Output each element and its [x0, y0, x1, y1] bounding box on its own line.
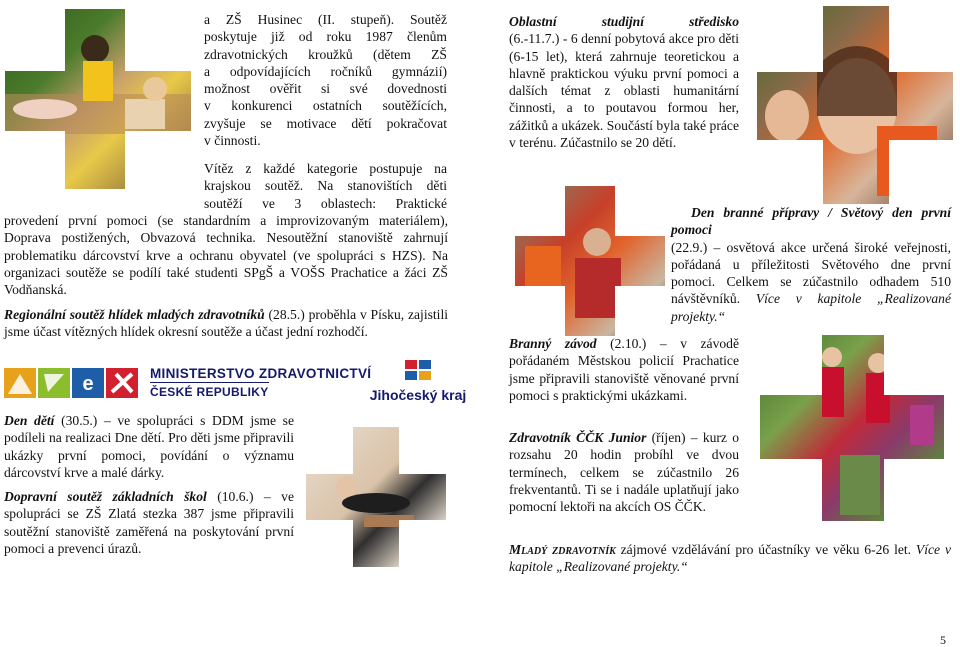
winner-line: Vítěz z každé kategorie postupuje na	[204, 161, 447, 176]
regional-center-paragraph	[509, 13, 739, 151]
defense-day-title: Den branné přípravy / Světový den první pomoci	[671, 205, 951, 238]
regional-competition-title: Regionální soutěž hlídek mladých zdravotníků	[4, 307, 265, 322]
photo-cross-rescue-demo	[515, 186, 665, 336]
traffic-competition-text: (10.6.) – ve spolupráci se ZŠ Zlatá stezka 387 jsme připravili soutěžní stanoviště zaměřená na poskytování první pomoci a prevenci úrazů.	[4, 489, 294, 556]
intro-line: možnost ověřit si své dovednosti	[204, 81, 447, 97]
ministry-logo-line2: ČESKÉ REPUBLIKY	[150, 382, 269, 400]
intro-paragraph	[204, 11, 447, 149]
defense-day-paragraph	[671, 204, 951, 325]
winner-paragraph-top	[204, 160, 447, 212]
junior-medic-text: (říjen) – kurz o rozsahu 20 hodin probíhl ve dvou termínech, celkem se zúčastnilo 26 frekventantů. Ti se i nadále uplatňují jako pomocní lektoři na akcích OS ČČK.	[509, 430, 739, 515]
intro-line: zdravotnických kroužků (dětem ZŠ	[204, 46, 447, 62]
defense-day-more-link: Více v kapitole „Realizované projekty.“	[671, 291, 951, 324]
region-logo-text: Jihočeský kraj	[369, 387, 467, 403]
children-day-title: Den dětí	[4, 413, 55, 428]
children-day-paragraph	[4, 412, 294, 481]
photo-cross-girls-outdoors	[757, 6, 953, 204]
photo-cross-cpr-demo	[306, 427, 446, 567]
military-race-title: Branný závod	[509, 336, 597, 351]
regional-competition-paragraph	[4, 306, 448, 341]
young-medic-text: zájmové vzdělávání pro účastníky ve věku 6-26 let.	[615, 542, 916, 557]
eu-squares-logo	[4, 368, 138, 398]
regional-competition-text: (28.5.) proběhla v Písku, zajistili jsme účast vítězných hlídek okresní soutěže a účast jední rozhodčí.	[4, 307, 448, 340]
junior-medic-paragraph	[509, 429, 739, 515]
winner-paragraph-rest: provedení první pomoci (se standardním a improvizovaným materiálem), Doprava postižených, Obvazová technika. Nesoutěžní stanoviště zahrnují problematiku dárcovství krve a ochranu obyvatel (ve spolupráci s HZS). Na organizaci soutěže se podílí také studenti SPgŠ a VOŠS Prachatice a žáci ZŠ Vodňanská.	[4, 213, 448, 298]
defense-day-text: (22.9.) – osvětová akce určená široké veřejnosti, pořádaná u příležitosti Světového dne první pomoci. Celkem se zúčastnilo odhadem 510 návštěvníků.	[671, 239, 951, 307]
winner-line: soutěží ve 3 oblastech: Praktické	[204, 195, 447, 211]
intro-line: v konkurenci ostatních soutěžících,	[204, 98, 447, 114]
photo-cross-outdoor-activity	[760, 335, 944, 521]
junior-medic-title: Zdravotník ČČK Junior	[509, 430, 647, 445]
children-day-text: (30.5.) – ve spolupráci s DDM jsme se podíleli na realizaci Dne dětí. Pro děti jsme připravili ukázky první pomoci, povídání o významu dárcovství krve a malé dárky.	[4, 413, 294, 480]
traffic-competition-title: Dopravní soutěž základních škol	[4, 489, 207, 504]
intro-line: v činnosti.	[204, 133, 261, 149]
intro-line: poskytuje již od roku 1987 členům	[204, 29, 447, 45]
region-emblem-icon	[403, 358, 433, 382]
region-logo	[368, 358, 468, 403]
intro-line: a odpovídajících ročníků gymnázií)	[204, 63, 447, 79]
ministry-logo	[150, 366, 372, 401]
ministry-logo-line1: MINISTERSTVO ZDRAVOTNICTVÍ	[150, 366, 372, 381]
eu-logo-strip	[4, 368, 138, 398]
page-number: 5	[940, 633, 946, 647]
traffic-competition-paragraph	[4, 488, 294, 557]
winner-line: krajskou soutěž. Na stanovištích děti	[204, 178, 447, 194]
regional-center-title: Oblastní studijní středisko	[509, 14, 739, 29]
svg-text:e: e	[82, 373, 94, 395]
young-medic-more-link: Více v kapitole „Realizované projekty.“	[509, 542, 951, 575]
young-medic-title: Mladý zdravotník	[509, 542, 616, 557]
military-race-paragraph	[509, 335, 739, 404]
intro-line: a ZŠ Husinec (II. stupeň). Soutěž	[204, 12, 447, 27]
military-race-text: (2.10.) – v závodě pořádaném Městskou policií Prachatice jsme připravili stanoviště věnované první pomoci s praktickými ukázkami.	[509, 336, 740, 403]
young-medic-paragraph	[509, 541, 951, 576]
intro-line: zvyšuje se motivace dětí pokračovat	[204, 115, 447, 131]
regional-center-text: (6.-11.7.) - 6 denní pobytová akce pro děti (6-15 let), která zahrnuje teoretickou a hlavně praktickou výuku první pomoci a dalších témat z oblasti humanitární činnosti, a to poutavou formou her, zážitků a ukázek. Součástí byla také práce v terénu. Zúčastnilo se 20 dětí.	[509, 31, 739, 151]
photo-cross-first-aid-training	[5, 9, 191, 189]
